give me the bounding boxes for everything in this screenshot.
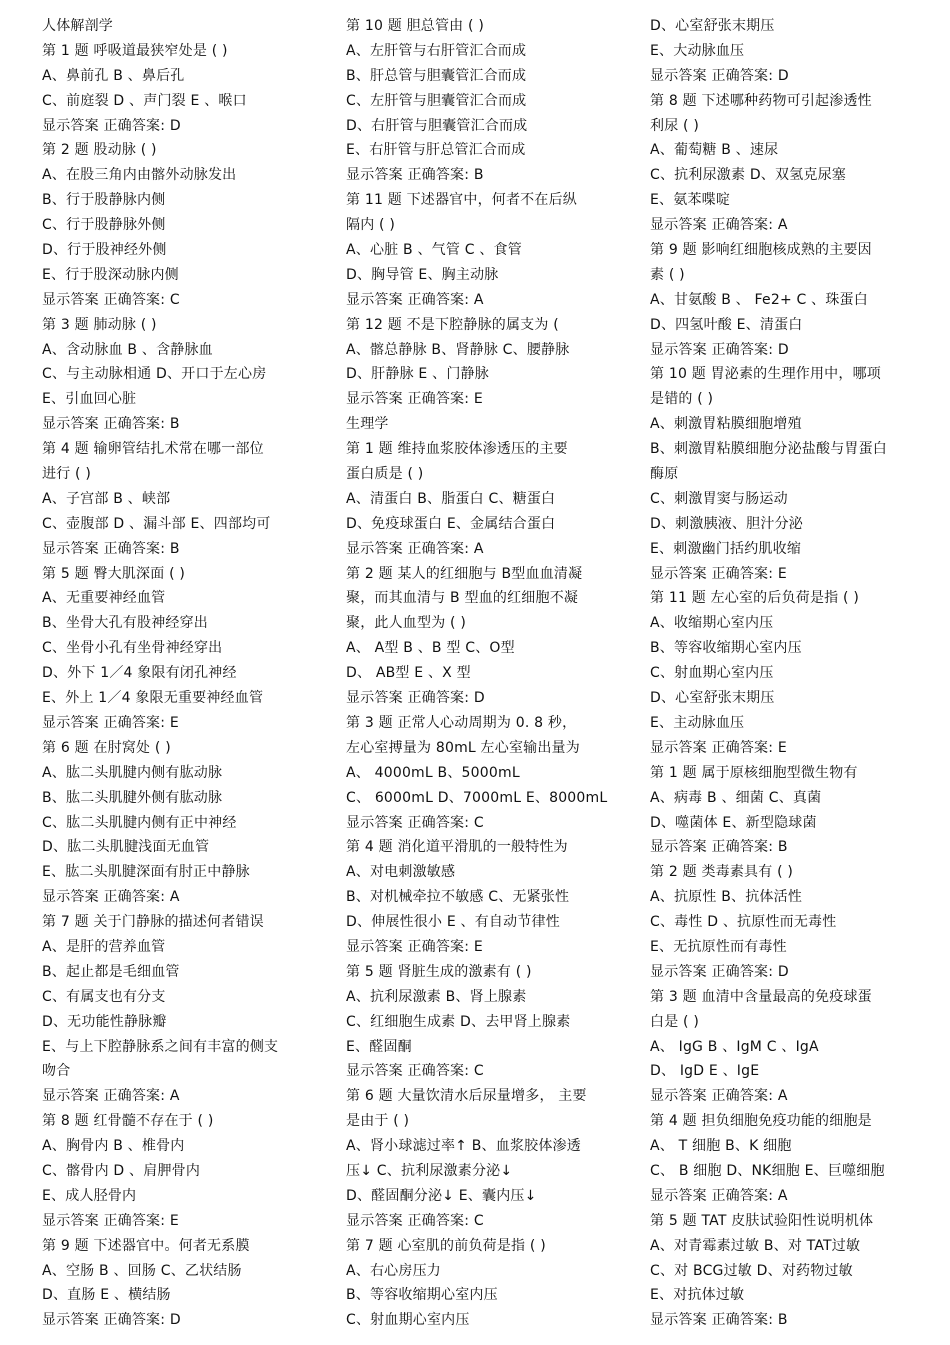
text-line: A、刺激胃粘膜细胞增殖	[650, 416, 802, 433]
text-line: 显示答案 正确答案: A	[42, 889, 180, 906]
text-line: 第 7 题 关于门静脉的描述何者错误	[42, 914, 264, 931]
text-line: E、右肝管与肝总管汇合而成	[346, 142, 526, 159]
text-line: 第 5 题 肾脏生成的激素有 ( )	[346, 963, 532, 980]
text-line: D、 IgD E 、IgE	[650, 1063, 760, 1080]
text-line: C、与主动脉相通 D、开口于左心房	[42, 366, 267, 383]
text-line: 第 9 题 下述器官中。何者无系膜	[42, 1237, 250, 1254]
text-line: 显示答案 正确答案: E	[346, 938, 483, 955]
text-line: C、毒性 D 、抗原性而无毒性	[650, 914, 837, 931]
text-line: A、在股三角内由髂外动脉发出	[42, 167, 237, 184]
text-line: 第 8 题 红骨髓不存在于 ( )	[42, 1113, 214, 1130]
text-line: A、对青霉素过敏 B、对 TAT过敏	[650, 1237, 861, 1254]
text-line: E、刺激幽门括约肌收缩	[650, 540, 802, 557]
text-line: A、子宫部 B 、峡部	[42, 490, 171, 507]
text-line: 显示答案 正确答案: E	[42, 1212, 179, 1229]
text-line: C、对 BCG过敏 D、对药物过敏	[650, 1262, 853, 1279]
text-line: 显示答案 正确答案: A	[42, 1088, 180, 1105]
text-line: 显示答案 正确答案: D	[42, 117, 181, 134]
text-line: 第 5 题 臀大肌深面 ( )	[42, 565, 186, 582]
text-line: B、等容收缩期心室内压	[650, 640, 802, 657]
text-line: 第 3 题 正常人心动周期为 0. 8 秒，	[346, 714, 577, 731]
text-line: 第 4 题 输卵管结扎术常在哪一部位	[42, 441, 264, 458]
text-line: 显示答案 正确答案: C	[42, 291, 180, 308]
text-line: 第 11 题 下述器官中，何者不在后纵	[346, 192, 577, 209]
text-line: E、外上 1／4 象限无重要神经血管	[42, 690, 264, 707]
text-line: C、 6000mL D、7000mL E、8000mL	[346, 789, 608, 806]
text-line: 聚，此人血型为 ( )	[346, 615, 467, 632]
text-line: A、收缩期心室内压	[650, 615, 774, 632]
text-line: 第 10 题 胆总管由 ( )	[346, 18, 484, 34]
text-line: 显示答案 正确答案: D	[42, 1312, 181, 1329]
text-line: D、直肠 E 、横结肠	[42, 1287, 171, 1304]
text-line: A、清蛋白 B、脂蛋白 C、糖蛋白	[346, 490, 556, 507]
text-line: 第 6 题 大量饮清水后尿量增多， 主要	[346, 1088, 587, 1105]
text-line: E、肱二头肌腱深面有肘正中静脉	[42, 864, 250, 881]
text-line: C、红细胞生成素 D、去甲肾上腺素	[346, 1013, 571, 1030]
text-line: A、心脏 B 、气管 C 、食管	[346, 242, 522, 259]
text-line: 酶原	[650, 466, 679, 483]
text-line: C、抗利尿激素 D、双氢克尿塞	[650, 167, 847, 184]
text-line: B、肝总管与胆囊管汇合而成	[346, 67, 527, 84]
text-line: C、刺激胃窦与肠运动	[650, 490, 788, 507]
text-line: 压↓ C、抗利尿激素分泌↓	[346, 1162, 513, 1179]
text-line: A、肱二头肌腱内侧有肱动脉	[42, 764, 223, 781]
text-line: A、髂总静脉 B、肾静脉 C、腰静脉	[346, 341, 570, 358]
text-line: 第 3 题 肺动脉 ( )	[42, 316, 157, 333]
text-line: A、肾小球滤过率↑ B、血浆胶体渗透	[346, 1138, 581, 1155]
text-line: A、 A型 B 、B 型 C、O型	[346, 640, 515, 657]
text-line: 显示答案 正确答案: E	[346, 391, 483, 408]
text-line: E、成人胫骨内	[42, 1187, 137, 1204]
text-line: 显示答案 正确答案: A	[650, 217, 788, 234]
text-line: D、心室舒张末期压	[650, 18, 775, 34]
text-line: 显示答案 正确答案: A	[346, 540, 484, 557]
text-line: 聚，而其血清与 B 型血的红细胞不凝	[346, 590, 579, 607]
text-line: 第 2 题 某人的红细胞与 B型血血清凝	[346, 565, 583, 582]
text-line: A、右心房压力	[346, 1262, 441, 1279]
text-line: C、有属支也有分支	[42, 988, 166, 1005]
text-column-2	[346, 14, 642, 1333]
text-line: D、肱二头肌腱浅面无血管	[42, 839, 210, 856]
text-line: 显示答案 正确答案: C	[346, 814, 484, 831]
text-line: D、四氢叶酸 E、清蛋白	[650, 316, 803, 333]
text-line: C、髂骨内 D 、肩胛骨内	[42, 1162, 201, 1179]
text-line: 吻合	[42, 1063, 71, 1080]
text-line: C、左肝管与胆囊管汇合而成	[346, 92, 527, 109]
text-line: 生理学	[346, 416, 389, 433]
text-line: E、对抗体过敏	[650, 1287, 745, 1304]
text-line: B、对机械牵拉不敏感 C、无紧张性	[346, 889, 570, 906]
text-line: 显示答案 正确答案: E	[42, 714, 179, 731]
text-line: D、醛固酮分泌↓ E、囊内压↓	[346, 1187, 537, 1204]
text-line: 第 1 题 维持血浆胶体渗透压的主要	[346, 441, 568, 458]
text-column-3	[650, 14, 946, 1333]
text-line: D、心室舒张末期压	[650, 690, 775, 707]
text-line: B、肱二头肌腱外侧有肱动脉	[42, 789, 223, 806]
text-line: 第 7 题 心室肌的前负荷是指 ( )	[346, 1237, 546, 1254]
text-line: 是由于 ( )	[346, 1113, 410, 1130]
text-line: A、无重要神经血管	[42, 590, 166, 607]
text-line: A、葡萄糖 B 、速尿	[650, 142, 779, 159]
text-line: 素 ( )	[650, 266, 685, 283]
text-line: 显示答案 正确答案: B	[650, 839, 788, 856]
text-line: A、甘氨酸 B 、 Fe2+ C 、珠蛋白	[650, 291, 868, 308]
text-line: 第 5 题 TAT 皮肤试验阳性说明机体	[650, 1212, 874, 1229]
text-line: D、肝静脉 E 、门静脉	[346, 366, 489, 383]
text-line: 是错的 ( )	[650, 391, 714, 408]
text-line: C、肱二头肌腱内侧有正中神经	[42, 814, 237, 831]
text-line: A、 IgG B 、IgM C 、IgA	[650, 1038, 819, 1055]
text-line: D、胸导管 E、胸主动脉	[346, 266, 499, 283]
text-line: A、左肝管与右肝管汇合而成	[346, 42, 527, 59]
text-line: 蛋白质是 ( )	[346, 466, 424, 483]
text-line: 显示答案 正确答案: D	[650, 341, 789, 358]
text-line: 隔内 ( )	[346, 217, 396, 234]
text-line: 显示答案 正确答案: B	[42, 540, 180, 557]
text-line: C、前庭裂 D 、声门裂 E 、喉口	[42, 92, 247, 109]
text-line: D、右肝管与胆囊管汇合而成	[346, 117, 528, 134]
text-line: E、醛固酮	[346, 1038, 412, 1055]
text-line: A、含动脉血 B 、含静脉血	[42, 341, 213, 358]
text-line: A、鼻前孔 B 、鼻后孔	[42, 67, 185, 84]
text-line: 显示答案 正确答案: A	[346, 291, 484, 308]
text-line: D、行于股神经外侧	[42, 242, 167, 259]
text-line: A、病毒 B 、细菌 C、真菌	[650, 789, 822, 806]
text-line: A、空肠 B 、回肠 C、乙状结肠	[42, 1262, 242, 1279]
text-line: A、是肝的营养血管	[42, 938, 166, 955]
text-line: E、行于股深动脉内侧	[42, 266, 179, 283]
text-line: 第 8 题 下述哪种药物可引起渗透性	[650, 92, 872, 109]
text-line: B、起止都是毛细血管	[42, 963, 180, 980]
text-line: 利尿 ( )	[650, 117, 700, 134]
text-line: 第 2 题 类毒素具有 ( )	[650, 864, 794, 881]
text-line: 显示答案 正确答案: E	[650, 739, 787, 756]
text-line: 显示答案 正确答案: E	[650, 565, 787, 582]
text-line: A、 4000mL B、5000mL	[346, 764, 520, 781]
text-line: 白是 ( )	[650, 1013, 700, 1030]
text-line: E、氨苯喋啶	[650, 192, 731, 209]
text-line: 第 3 题 血清中含量最高的免疫球蛋	[650, 988, 872, 1005]
text-line: C、壶腹部 D 、漏斗部 E、四部均可	[42, 515, 271, 532]
text-line: 人体解剖学	[42, 18, 113, 34]
text-line: 显示答案 正确答案: B	[42, 416, 180, 433]
text-line: D、伸展性很小 E 、有自动节律性	[346, 914, 560, 931]
text-line: 显示答案 正确答案: B	[650, 1312, 788, 1329]
text-line: B、行于股静脉内侧	[42, 192, 166, 209]
text-line: 显示答案 正确答案: B	[346, 167, 484, 184]
text-line: 显示答案 正确答案: A	[650, 1187, 788, 1204]
text-line: D、无功能性静脉瓣	[42, 1013, 167, 1030]
text-line: E、与上下腔静脉系之间有丰富的侧支	[42, 1038, 279, 1055]
text-line: 第 4 题 消化道平滑肌的一般特性为	[346, 839, 568, 856]
text-line: B、等容收缩期心室内压	[346, 1287, 498, 1304]
text-line: 第 1 题 呼吸道最狭窄处是 ( )	[42, 42, 228, 59]
text-line: E、主动脉血压	[650, 714, 745, 731]
text-line: A、抗原性 B、抗体活性	[650, 889, 803, 906]
text-line: 第 11 题 左心室的后负荷是指 ( )	[650, 590, 859, 607]
text-line: E、大动脉血压	[650, 42, 745, 59]
text-line: 第 4 题 担负细胞免疫功能的细胞是	[650, 1113, 872, 1130]
text-line: 第 2 题 股动脉 ( )	[42, 142, 157, 159]
text-line: C、 B 细胞 D、NK细胞 E、巨噬细胞	[650, 1162, 885, 1179]
text-line: E、引血回心脏	[42, 391, 137, 408]
text-line: 第 12 题 不是下腔静脉的属支为 (	[346, 316, 559, 333]
text-line: 显示答案 正确答案: A	[650, 1088, 788, 1105]
text-line: D、 AB型 E 、X 型	[346, 665, 471, 682]
text-line: 显示答案 正确答案: D	[650, 67, 789, 84]
text-line: 左心室搏量为 80mL 左心室输出量为	[346, 739, 580, 756]
text-line: 第 9 题 影响红细胞核成熟的主要因	[650, 242, 872, 259]
text-line: E、无抗原性而有毒性	[650, 938, 787, 955]
text-line: 第 10 题 胃泌素的生理作用中，哪项	[650, 366, 881, 383]
text-line: 显示答案 正确答案: C	[346, 1063, 484, 1080]
text-line: A、对电刺激敏感	[346, 864, 456, 881]
text-line: C、行于股静脉外侧	[42, 217, 166, 234]
text-line: A、胸骨内 B 、椎骨内	[42, 1138, 185, 1155]
text-line: C、射血期心室内压	[346, 1312, 470, 1329]
text-line: A、 T 细胞 B、K 细胞	[650, 1138, 792, 1155]
text-line: D、噬菌体 E、新型隐球菌	[650, 814, 817, 831]
text-line: 第 1 题 属于原核细胞型微生物有	[650, 764, 858, 781]
text-line: 显示答案 正确答案: C	[346, 1212, 484, 1229]
text-line: 显示答案 正确答案: D	[346, 690, 485, 707]
text-line: D、刺激胰液、胆汁分泌	[650, 515, 803, 532]
text-line: 显示答案 正确答案: D	[650, 963, 789, 980]
text-line: C、坐骨小孔有坐骨神经穿出	[42, 640, 223, 657]
text-line: B、坐骨大孔有股神经穿出	[42, 615, 209, 632]
text-column-1	[42, 14, 338, 1333]
text-line: A、抗利尿激素 B、肾上腺素	[346, 988, 527, 1005]
text-line: C、射血期心室内压	[650, 665, 774, 682]
text-line: D、免疫球蛋白 E、金属结合蛋白	[346, 515, 556, 532]
text-line: D、外下 1／4 象限有闭孔神经	[42, 665, 237, 682]
text-line: 进行 ( )	[42, 466, 92, 483]
text-line: B、刺激胃粘膜细胞分泌盐酸与胃蛋白	[650, 441, 888, 458]
text-line: 第 6 题 在肘窝处 ( )	[42, 739, 171, 756]
